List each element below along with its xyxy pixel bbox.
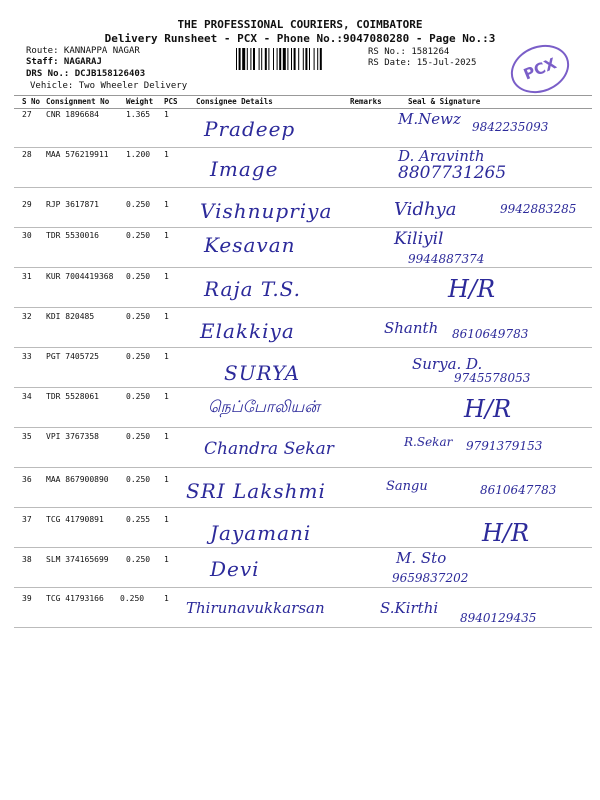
col-remarks: Remarks — [350, 97, 382, 106]
row-weight: 0.250 — [126, 200, 151, 209]
col-consignee: Consignee Details — [196, 97, 273, 106]
row-consignment: KDI 820485 — [46, 312, 95, 321]
col-seal: Seal & Signature — [408, 97, 481, 106]
row-sno: 35 — [22, 432, 32, 441]
table-row — [14, 187, 592, 228]
row-weight: 0.250 — [120, 594, 145, 603]
table-row — [14, 427, 592, 468]
table-row — [14, 587, 592, 628]
row-signature: Shanth — [384, 319, 439, 337]
row-sno: 31 — [22, 272, 32, 281]
row-consignment: MAA 576219911 — [46, 150, 109, 159]
row-consignment: KUR 7004419368 — [46, 272, 114, 281]
row-weight: 0.255 — [126, 515, 151, 524]
row-weight: 0.250 — [126, 475, 151, 484]
row-phone: 8940129435 — [460, 611, 537, 625]
row-consignment: TCG 41790891 — [46, 515, 104, 524]
row-consignment: SLM 374165699 — [46, 555, 109, 564]
row-consignee: Vishnupriya — [200, 199, 333, 223]
table-row — [14, 507, 592, 548]
row-phone: 9842235093 — [472, 120, 549, 134]
row-signature: M. Sto — [396, 549, 447, 567]
row-consignee: Devi — [210, 557, 260, 581]
row-pcs: 1 — [164, 200, 169, 209]
row-sno: 36 — [22, 475, 32, 484]
row-consignment: MAA 867900890 — [46, 475, 109, 484]
row-consignee: நெப்போலியன் — [208, 397, 320, 416]
row-pcs: 1 — [164, 150, 169, 159]
pcx-stamp-icon: PCX — [504, 36, 577, 101]
row-weight: 0.250 — [126, 352, 151, 361]
row-consignee: Jayamani — [210, 521, 312, 545]
row-weight: 0.250 — [126, 312, 151, 321]
runsheet-subtitle: Delivery Runsheet - PCX - Phone No.:9047080280 - Page No.:3 — [104, 32, 496, 45]
table-row — [14, 107, 592, 148]
table-row — [14, 307, 592, 348]
row-consignee: Elakkiya — [200, 319, 295, 343]
row-sno: 30 — [22, 231, 32, 240]
row-sno: 32 — [22, 312, 32, 321]
row-weight: 0.250 — [126, 392, 151, 401]
table-row — [14, 267, 592, 308]
company-title: THE PROFESSIONAL COURIERS, COIMBATORE — [177, 18, 423, 31]
row-pcs: 1 — [164, 272, 169, 281]
row-sno: 28 — [22, 150, 32, 159]
row-weight: 1.365 — [126, 110, 151, 119]
table-row — [14, 387, 592, 428]
row-pcs: 1 — [164, 515, 169, 524]
row-pcs: 1 — [164, 594, 169, 603]
row-consignment: RJP 3617871 — [46, 200, 99, 209]
row-signature: M.Newz — [398, 110, 461, 128]
row-consignee: Pradeep — [204, 117, 296, 141]
row-weight: 0.250 — [126, 432, 151, 441]
row-consignee: Image — [210, 157, 279, 181]
row-consignee: Chandra Sekar — [204, 439, 334, 459]
row-consignee: SRI Lakshmi — [186, 479, 326, 503]
table-row — [14, 147, 592, 188]
row-signature: R.Sekar — [404, 435, 453, 449]
row-consignee: SURYA — [224, 361, 301, 385]
row-signature: S.Kirthi — [380, 599, 439, 617]
row-consignee: Raja T.S. — [204, 277, 302, 301]
col-sno: S No — [22, 97, 41, 106]
row-sno: 29 — [22, 200, 32, 209]
table-row — [14, 347, 592, 388]
table-row — [14, 547, 592, 588]
row-pcs: 1 — [164, 352, 169, 361]
row-signature: Surya. D. — [412, 355, 483, 373]
row-remark-hr: H/R — [464, 395, 512, 423]
route-text: Route: KANNAPPA NAGAR — [26, 46, 140, 56]
row-pcs: 1 — [164, 432, 169, 441]
row-weight: 0.250 — [126, 231, 151, 240]
row-phone: 8610647783 — [480, 483, 557, 497]
row-phone: 8807731265 — [398, 163, 507, 183]
col-pcs: PCS — [164, 97, 178, 106]
row-signature: Kiliyil — [394, 229, 444, 249]
row-phone: 9791379153 — [466, 439, 543, 453]
row-sno: 37 — [22, 515, 32, 524]
row-consignment: TDR 5530016 — [46, 231, 99, 240]
row-pcs: 1 — [164, 231, 169, 240]
table-row — [14, 227, 592, 268]
row-consignment: TCG 41793166 — [46, 594, 104, 603]
row-remark-hr: H/R — [448, 275, 496, 303]
row-consignment: TDR 5528061 — [46, 392, 99, 401]
row-signature: Vidhya — [394, 199, 457, 220]
col-weight: Weight — [126, 97, 154, 106]
row-consignment: CNR 1896684 — [46, 110, 99, 119]
vehicle-text: Vehicle: Two Wheeler Delivery — [30, 81, 188, 91]
row-phone: 8610649783 — [452, 327, 529, 341]
rs-date-text: RS Date: 15-Jul-2025 — [368, 58, 477, 68]
row-pcs: 1 — [164, 392, 169, 401]
row-pcs: 1 — [164, 555, 169, 564]
staff-text: Staff: NAGARAJ — [26, 57, 102, 67]
row-consignment: PGT 7405725 — [46, 352, 99, 361]
drs-text: DRS No.: DCJB158126403 — [26, 69, 146, 79]
row-sno: 39 — [22, 594, 32, 603]
row-consignee: Kesavan — [204, 233, 296, 257]
row-phone: 9944887374 — [408, 252, 485, 266]
row-phone: 9942883285 — [500, 202, 577, 216]
rs-no-text: RS No.: 1581264 — [368, 47, 450, 57]
row-weight: 0.250 — [126, 272, 151, 281]
row-sno: 33 — [22, 352, 32, 361]
row-phone: 9659837202 — [392, 571, 469, 585]
row-pcs: 1 — [164, 475, 169, 484]
row-pcs: 1 — [164, 110, 169, 119]
barcode-icon — [236, 48, 361, 70]
row-signature: D. Aravinth — [398, 147, 485, 165]
row-phone: 9745578053 — [454, 371, 531, 385]
row-pcs: 1 — [164, 312, 169, 321]
row-sno: 34 — [22, 392, 32, 401]
row-weight: 0.250 — [126, 555, 151, 564]
row-consignment: VPI 3767358 — [46, 432, 99, 441]
row-consignee: Thirunavukkarsan — [186, 599, 325, 617]
row-remark-hr: H/R — [482, 519, 530, 547]
row-weight: 1.200 — [126, 150, 151, 159]
table-row — [14, 467, 592, 508]
row-signature: Sangu — [386, 479, 428, 494]
row-sno: 38 — [22, 555, 32, 564]
row-sno: 27 — [22, 110, 32, 119]
col-consignment: Consignment No — [46, 97, 110, 106]
